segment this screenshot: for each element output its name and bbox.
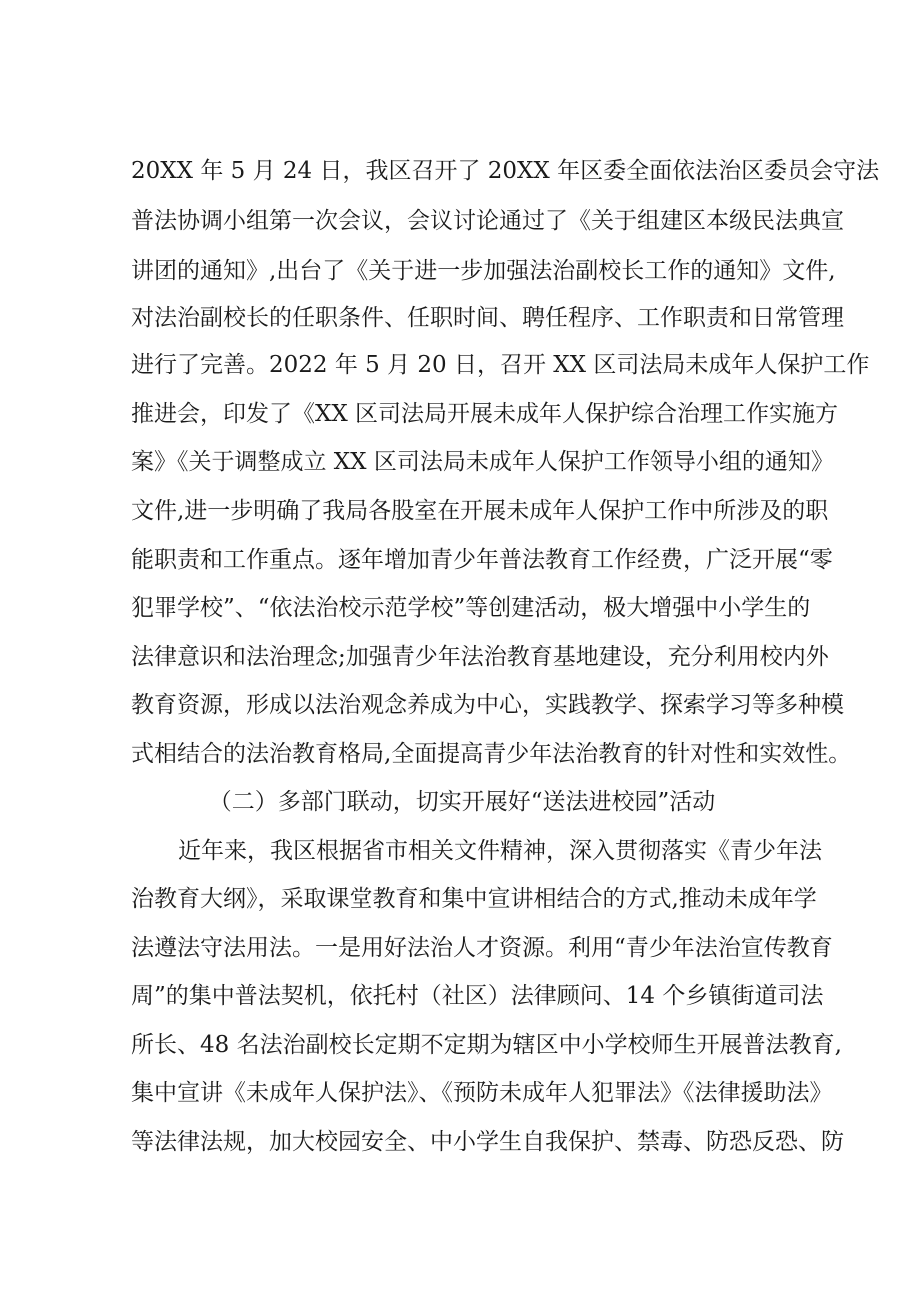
paragraph-2-line-4: 周”的集中普法契机，依托村（社区）法律顾问、14 个乡镇街道司法 xyxy=(131,983,824,1009)
paragraph-1-line-4: 对法治副校长的任职条件、任职时间、聘任程序、工作职责和日常管理 xyxy=(131,305,844,331)
paragraph-1-line-8: 文件,进一步明确了我局各股室在开展未成年人保护工作中所涉及的职 xyxy=(131,498,829,524)
paragraph-1-line-9: 能职责和工作重点。逐年增加青少年普法教育工作经费，广泛开展“零 xyxy=(131,547,833,573)
paragraph-2-line-5: 所长、48 名法治副校长定期不定期为辖区中小学校师生开展普法教育, xyxy=(131,1032,842,1058)
paragraph-1-line-3: 讲团的通知》,出台了《关于进一步加强法治副校长工作的通知》文件, xyxy=(131,258,836,284)
paragraph-2-line-1: 近年来，我区根据省市相关文件精神，深入贯彻落实《青少年法 xyxy=(178,838,822,864)
paragraph-1-line-11: 法律意识和法治理念;加强青少年法治教育基地建设，充分利用校内外 xyxy=(131,644,829,670)
paragraph-1-line-13: 式相结合的法治教育格局,全面提高青少年法治教育的针对性和实效性。 xyxy=(131,741,852,767)
paragraph-2-line-6: 集中宣讲《未成年人保护法》、《预防未成年人犯罪法》《法律援助法》 xyxy=(131,1080,833,1106)
section-heading: （二）多部门联动，切实开展好“送法进校园”活动 xyxy=(208,789,716,815)
paragraph-1-line-7: 案》《关于调整成立 XX 区司法局未成年人保护工作领导小组的通知》 xyxy=(131,449,834,475)
paragraph-1-line-5: 进行了完善。2022 年 5 月 20 日，召开 XX 区司法局未成年人保护工作 xyxy=(131,352,870,378)
paragraph-1-line-6: 推进会，印发了《XX 区司法局开展未成年人保护综合治理工作实施方 xyxy=(131,401,839,427)
paragraph-1-line-2: 普法协调小组第一次会议，会议讨论通过了《关于组建区本级民法典宣 xyxy=(131,208,844,234)
paragraph-1-line-10: 犯罪学校”、“依法治校示范学校”等创建活动，极大增强中小学生的 xyxy=(131,595,811,621)
paragraph-2-line-3: 法遵法守法用法。一是用好法治人才资源。利用“青少年法治宣传教育 xyxy=(131,935,833,961)
paragraph-2-line-2: 治教育大纲》，采取课堂教育和集中宣讲相结合的方式,推动未成年学 xyxy=(131,886,817,912)
paragraph-1-line-1: 20XX 年 5 月 24 日，我区召开了 20XX 年区委全面依法治区委员会守法 xyxy=(131,158,880,184)
paragraph-1-line-12: 教育资源，形成以法治观念养成为中心，实践教学、探索学习等多种模 xyxy=(131,692,844,718)
paragraph-2-line-7: 等法律法规，加大校园安全、中小学生自我保护、禁毒、防恐反恐、防 xyxy=(131,1129,844,1155)
